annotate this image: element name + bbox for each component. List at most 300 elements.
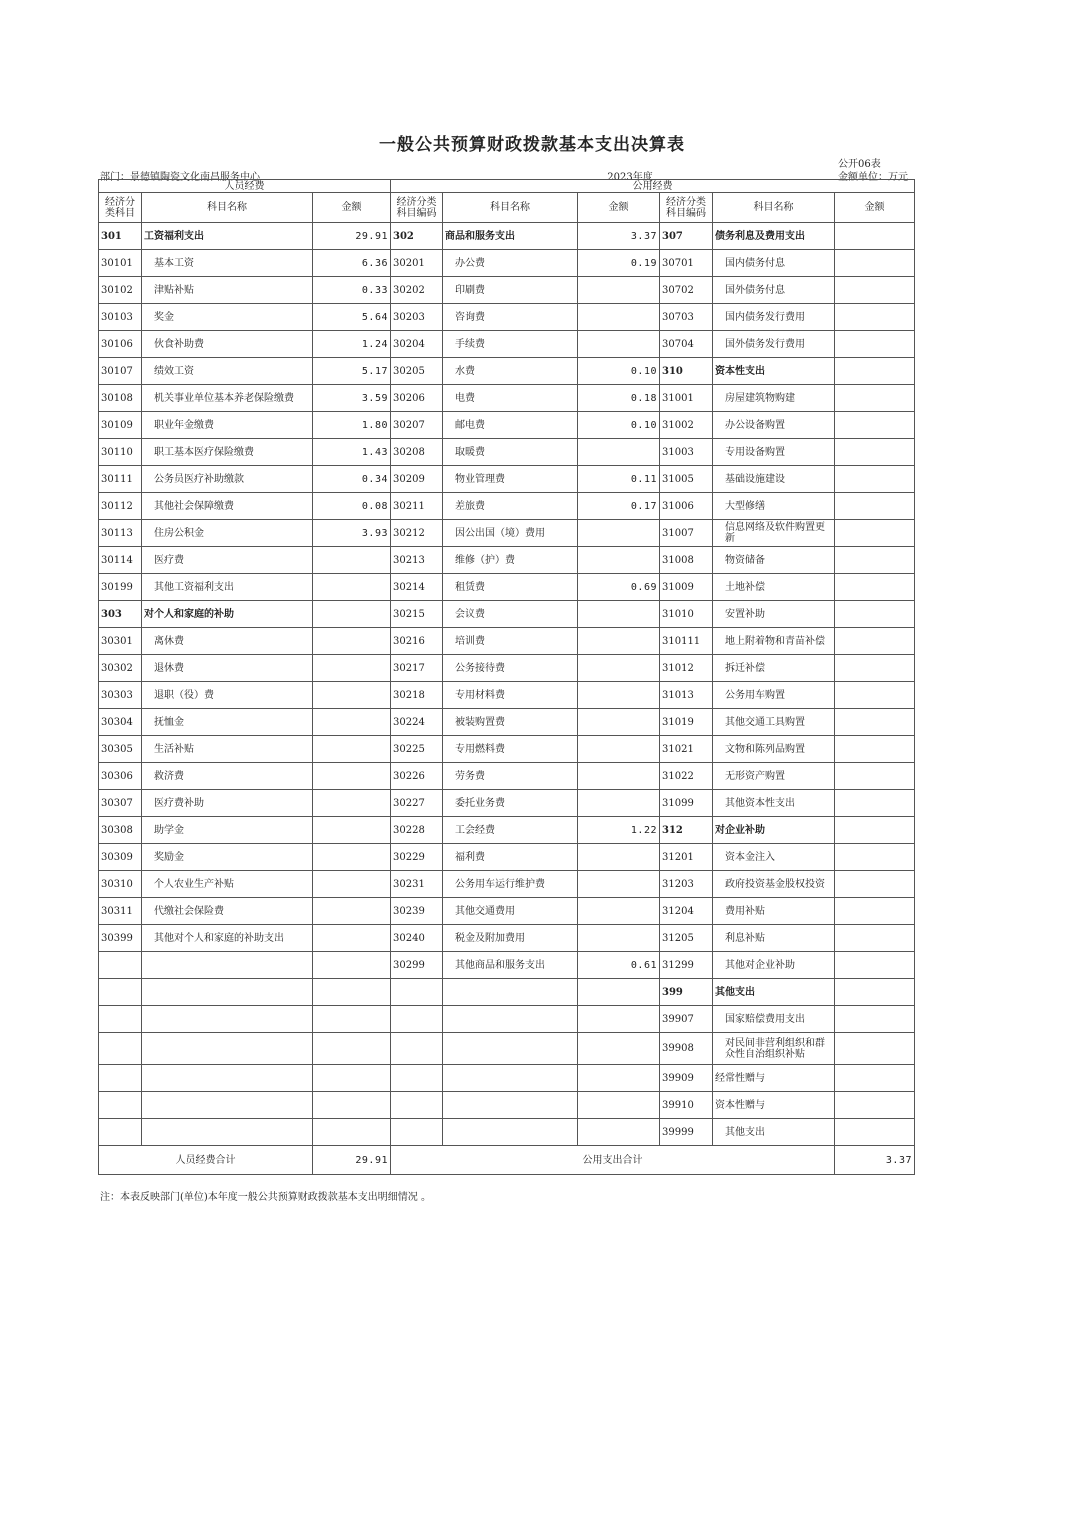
amount-cell: 0.61 bbox=[578, 952, 660, 979]
name-cell: 退休费 bbox=[142, 655, 313, 682]
table-row bbox=[99, 763, 915, 790]
amount-cell bbox=[313, 925, 391, 952]
amount-cell bbox=[313, 655, 391, 682]
name-cell bbox=[142, 979, 313, 1006]
public-total-amount: 3.37 bbox=[835, 1146, 915, 1175]
code-cell: 31007 bbox=[660, 520, 713, 547]
amount-cell bbox=[578, 844, 660, 871]
amount-cell bbox=[578, 601, 660, 628]
amount-cell bbox=[835, 385, 915, 412]
name-cell: 个人农业生产补贴 bbox=[142, 871, 313, 898]
amount-unit: 金额单位：万元 bbox=[838, 172, 908, 183]
group-header-row bbox=[99, 180, 915, 193]
amount-cell bbox=[835, 601, 915, 628]
name-cell: 委托业务费 bbox=[443, 790, 578, 817]
code-cell: 30302 bbox=[99, 655, 142, 682]
department-label: 部门：景德镇陶瓷文化南昌服务中心 bbox=[100, 172, 260, 183]
amount-cell bbox=[313, 709, 391, 736]
name-cell: 救济费 bbox=[142, 763, 313, 790]
amount-cell bbox=[835, 709, 915, 736]
name-cell: 办公费 bbox=[443, 250, 578, 277]
code-cell: 31201 bbox=[660, 844, 713, 871]
code-cell: 31001 bbox=[660, 385, 713, 412]
code-cell: 30231 bbox=[391, 871, 443, 898]
name-cell: 其他商品和服务支出 bbox=[443, 952, 578, 979]
amount-cell bbox=[835, 493, 915, 520]
footnote: 注：本表反映部门(单位)本年度一般公共预算财政拨款基本支出明细情况 。 bbox=[100, 1192, 431, 1203]
amount-cell: 1.43 bbox=[313, 439, 391, 466]
code-cell: 30207 bbox=[391, 412, 443, 439]
code-cell: 31009 bbox=[660, 574, 713, 601]
code-cell bbox=[99, 1119, 142, 1146]
code-cell: 30199 bbox=[99, 574, 142, 601]
name-cell: 培训费 bbox=[443, 628, 578, 655]
code-cell bbox=[99, 1092, 142, 1119]
code-cell bbox=[391, 1092, 443, 1119]
amount-cell: 6.36 bbox=[313, 250, 391, 277]
amount-cell bbox=[835, 682, 915, 709]
code-cell: 30701 bbox=[660, 250, 713, 277]
column-header-row bbox=[99, 193, 915, 223]
code-cell: 31012 bbox=[660, 655, 713, 682]
code-cell bbox=[391, 1033, 443, 1065]
col-name1: 科目名称 bbox=[142, 193, 313, 223]
code-cell: 39907 bbox=[660, 1006, 713, 1033]
personnel-total-amount: 29.91 bbox=[313, 1146, 391, 1175]
name-cell: 基本工资 bbox=[142, 250, 313, 277]
amount-cell bbox=[578, 520, 660, 547]
name-cell: 资本性支出 bbox=[713, 358, 835, 385]
code-cell: 30305 bbox=[99, 736, 142, 763]
amount-cell bbox=[835, 763, 915, 790]
name-cell bbox=[142, 1033, 313, 1065]
amount-cell bbox=[313, 1119, 391, 1146]
code-cell: 30110 bbox=[99, 439, 142, 466]
name-cell bbox=[443, 1006, 578, 1033]
amount-cell bbox=[313, 1033, 391, 1065]
code-cell: 30229 bbox=[391, 844, 443, 871]
name-cell: 职业年金缴费 bbox=[142, 412, 313, 439]
code-cell: 30111 bbox=[99, 466, 142, 493]
name-cell: 大型修缮 bbox=[713, 493, 835, 520]
code-cell bbox=[99, 1006, 142, 1033]
code-cell: 310111 bbox=[660, 628, 713, 655]
code-cell: 31003 bbox=[660, 439, 713, 466]
amount-cell bbox=[313, 763, 391, 790]
amount-cell bbox=[313, 952, 391, 979]
code-cell: 39910 bbox=[660, 1092, 713, 1119]
table-row bbox=[99, 574, 915, 601]
name-cell: 租赁费 bbox=[443, 574, 578, 601]
amount-cell bbox=[835, 790, 915, 817]
personnel-total-label: 人员经费合计 bbox=[99, 1146, 313, 1175]
name-cell bbox=[142, 1119, 313, 1146]
amount-cell: 0.08 bbox=[313, 493, 391, 520]
name-cell bbox=[443, 1092, 578, 1119]
amount-cell bbox=[835, 520, 915, 547]
code-cell: 399 bbox=[660, 979, 713, 1006]
name-cell: 地上附着物和青苗补偿 bbox=[713, 628, 835, 655]
name-cell: 其他交通费用 bbox=[443, 898, 578, 925]
amount-cell bbox=[835, 331, 915, 358]
col-amount3: 金额 bbox=[835, 193, 915, 223]
code-cell: 30228 bbox=[391, 817, 443, 844]
name-cell: 专用设备购置 bbox=[713, 439, 835, 466]
amount-cell bbox=[835, 1065, 915, 1092]
amount-cell bbox=[835, 1119, 915, 1146]
code-cell: 31204 bbox=[660, 898, 713, 925]
name-cell: 绩效工资 bbox=[142, 358, 313, 385]
code-cell: 31006 bbox=[660, 493, 713, 520]
amount-cell bbox=[578, 790, 660, 817]
table-row bbox=[99, 547, 915, 574]
fiscal-year: 2023年度 bbox=[607, 172, 653, 183]
amount-cell bbox=[313, 817, 391, 844]
table-row bbox=[99, 817, 915, 844]
code-cell: 30106 bbox=[99, 331, 142, 358]
amount-cell bbox=[578, 1119, 660, 1146]
amount-cell: 0.18 bbox=[578, 385, 660, 412]
amount-cell bbox=[578, 1092, 660, 1119]
table-row bbox=[99, 628, 915, 655]
table-row bbox=[99, 412, 915, 439]
code-cell: 30227 bbox=[391, 790, 443, 817]
code-cell: 30107 bbox=[99, 358, 142, 385]
amount-cell bbox=[313, 898, 391, 925]
code-cell: 39999 bbox=[660, 1119, 713, 1146]
expenditure-table bbox=[98, 179, 915, 1175]
amount-cell bbox=[578, 439, 660, 466]
code-cell: 30101 bbox=[99, 250, 142, 277]
name-cell: 国内债务付息 bbox=[713, 250, 835, 277]
code-cell: 31019 bbox=[660, 709, 713, 736]
amount-cell bbox=[835, 574, 915, 601]
table-row bbox=[99, 1006, 915, 1033]
amount-cell bbox=[835, 871, 915, 898]
table-row bbox=[99, 277, 915, 304]
code-cell: 30299 bbox=[391, 952, 443, 979]
code-cell: 30102 bbox=[99, 277, 142, 304]
table-row bbox=[99, 331, 915, 358]
amount-cell bbox=[313, 736, 391, 763]
amount-cell: 0.10 bbox=[578, 412, 660, 439]
amount-cell bbox=[313, 844, 391, 871]
amount-cell bbox=[578, 1065, 660, 1092]
amount-cell bbox=[578, 277, 660, 304]
amount-cell: 1.24 bbox=[313, 331, 391, 358]
code-cell: 30208 bbox=[391, 439, 443, 466]
amount-cell bbox=[578, 763, 660, 790]
code-cell: 30226 bbox=[391, 763, 443, 790]
amount-cell bbox=[835, 925, 915, 952]
name-cell: 其他资本性支出 bbox=[713, 790, 835, 817]
code-cell: 30201 bbox=[391, 250, 443, 277]
group-public: 公用经费 bbox=[391, 180, 915, 193]
col-amount2: 金额 bbox=[578, 193, 660, 223]
amount-cell bbox=[578, 331, 660, 358]
name-cell: 公务员医疗补助缴款 bbox=[142, 466, 313, 493]
code-cell: 30308 bbox=[99, 817, 142, 844]
code-cell: 30224 bbox=[391, 709, 443, 736]
code-cell: 30304 bbox=[99, 709, 142, 736]
name-cell: 公务接待费 bbox=[443, 655, 578, 682]
amount-cell bbox=[313, 790, 391, 817]
name-cell: 商品和服务支出 bbox=[443, 223, 578, 250]
table-row bbox=[99, 520, 915, 547]
code-cell: 31013 bbox=[660, 682, 713, 709]
amount-cell: 1.80 bbox=[313, 412, 391, 439]
code-cell: 30114 bbox=[99, 547, 142, 574]
code-cell: 31205 bbox=[660, 925, 713, 952]
table-row bbox=[99, 439, 915, 466]
amount-cell bbox=[835, 655, 915, 682]
amount-cell: 0.11 bbox=[578, 466, 660, 493]
col-code3: 经济分类科目编码 bbox=[660, 193, 713, 223]
name-cell: 机关事业单位基本养老保险缴费 bbox=[142, 385, 313, 412]
name-cell: 医疗费 bbox=[142, 547, 313, 574]
table-row bbox=[99, 871, 915, 898]
amount-cell bbox=[835, 1006, 915, 1033]
amount-cell bbox=[835, 304, 915, 331]
table-row bbox=[99, 709, 915, 736]
name-cell: 被装购置费 bbox=[443, 709, 578, 736]
amount-cell bbox=[313, 1092, 391, 1119]
amount-cell: 5.17 bbox=[313, 358, 391, 385]
name-cell: 退职（役）费 bbox=[142, 682, 313, 709]
code-cell: 30301 bbox=[99, 628, 142, 655]
code-cell: 303 bbox=[99, 601, 142, 628]
name-cell: 国外债务付息 bbox=[713, 277, 835, 304]
code-cell: 307 bbox=[660, 223, 713, 250]
table-row bbox=[99, 223, 915, 250]
table-row bbox=[99, 493, 915, 520]
amount-cell bbox=[835, 844, 915, 871]
name-cell bbox=[142, 1065, 313, 1092]
name-cell: 税金及附加费用 bbox=[443, 925, 578, 952]
table-number: 公开06表 bbox=[838, 159, 881, 170]
code-cell: 30204 bbox=[391, 331, 443, 358]
name-cell: 离休费 bbox=[142, 628, 313, 655]
amount-cell bbox=[313, 1065, 391, 1092]
name-cell: 代缴社会保险费 bbox=[142, 898, 313, 925]
code-cell: 31203 bbox=[660, 871, 713, 898]
amount-cell: 29.91 bbox=[313, 223, 391, 250]
name-cell: 基础设施建设 bbox=[713, 466, 835, 493]
code-cell: 30399 bbox=[99, 925, 142, 952]
name-cell: 伙食补助费 bbox=[142, 331, 313, 358]
amount-cell bbox=[578, 898, 660, 925]
name-cell: 专用材料费 bbox=[443, 682, 578, 709]
code-cell: 30203 bbox=[391, 304, 443, 331]
name-cell: 医疗费补助 bbox=[142, 790, 313, 817]
table-row bbox=[99, 844, 915, 871]
table-row bbox=[99, 898, 915, 925]
amount-cell: 0.34 bbox=[313, 466, 391, 493]
amount-cell bbox=[313, 682, 391, 709]
amount-cell: 0.69 bbox=[578, 574, 660, 601]
code-cell: 31099 bbox=[660, 790, 713, 817]
amount-cell: 3.37 bbox=[578, 223, 660, 250]
amount-cell: 3.93 bbox=[313, 520, 391, 547]
amount-cell: 0.19 bbox=[578, 250, 660, 277]
name-cell: 国外债务发行费用 bbox=[713, 331, 835, 358]
code-cell bbox=[391, 1006, 443, 1033]
table-row bbox=[99, 682, 915, 709]
code-cell: 30109 bbox=[99, 412, 142, 439]
amount-cell bbox=[578, 736, 660, 763]
name-cell: 国家赔偿费用支出 bbox=[713, 1006, 835, 1033]
amount-cell bbox=[835, 223, 915, 250]
name-cell bbox=[142, 952, 313, 979]
table-row bbox=[99, 358, 915, 385]
code-cell: 30309 bbox=[99, 844, 142, 871]
name-cell: 费用补贴 bbox=[713, 898, 835, 925]
col-name2: 科目名称 bbox=[443, 193, 578, 223]
name-cell: 取暖费 bbox=[443, 439, 578, 466]
name-cell: 奖金 bbox=[142, 304, 313, 331]
name-cell bbox=[142, 1092, 313, 1119]
code-cell: 30108 bbox=[99, 385, 142, 412]
name-cell: 电费 bbox=[443, 385, 578, 412]
amount-cell bbox=[313, 628, 391, 655]
code-cell: 30218 bbox=[391, 682, 443, 709]
code-cell: 30239 bbox=[391, 898, 443, 925]
name-cell: 劳务费 bbox=[443, 763, 578, 790]
code-cell: 30213 bbox=[391, 547, 443, 574]
name-cell: 咨询费 bbox=[443, 304, 578, 331]
name-cell: 公务用车购置 bbox=[713, 682, 835, 709]
table-row bbox=[99, 1119, 915, 1146]
amount-cell bbox=[835, 898, 915, 925]
name-cell: 对民间非营利组织和群众性自治组织补贴 bbox=[713, 1033, 835, 1065]
code-cell bbox=[391, 1119, 443, 1146]
amount-cell bbox=[835, 412, 915, 439]
amount-cell bbox=[578, 628, 660, 655]
code-cell: 31010 bbox=[660, 601, 713, 628]
code-cell: 301 bbox=[99, 223, 142, 250]
table-row bbox=[99, 1065, 915, 1092]
table-row bbox=[99, 790, 915, 817]
code-cell: 30216 bbox=[391, 628, 443, 655]
code-cell: 31022 bbox=[660, 763, 713, 790]
amount-cell bbox=[835, 1033, 915, 1065]
code-cell: 39908 bbox=[660, 1033, 713, 1065]
name-cell: 其他对企业补助 bbox=[713, 952, 835, 979]
name-cell: 工资福利支出 bbox=[142, 223, 313, 250]
name-cell: 福利费 bbox=[443, 844, 578, 871]
amount-cell bbox=[578, 1006, 660, 1033]
name-cell: 水费 bbox=[443, 358, 578, 385]
name-cell: 债务利息及费用支出 bbox=[713, 223, 835, 250]
col-name3: 科目名称 bbox=[713, 193, 835, 223]
amount-cell bbox=[835, 736, 915, 763]
amount-cell bbox=[578, 925, 660, 952]
code-cell: 30307 bbox=[99, 790, 142, 817]
table-row bbox=[99, 466, 915, 493]
name-cell: 信息网络及软件购置更新 bbox=[713, 520, 835, 547]
name-cell: 利息补贴 bbox=[713, 925, 835, 952]
amount-cell: 0.17 bbox=[578, 493, 660, 520]
amount-cell bbox=[835, 817, 915, 844]
table-row bbox=[99, 655, 915, 682]
code-cell: 30202 bbox=[391, 277, 443, 304]
name-cell: 物业管理费 bbox=[443, 466, 578, 493]
group-personnel: 人员经费 bbox=[99, 180, 391, 193]
code-cell bbox=[99, 952, 142, 979]
name-cell: 会议费 bbox=[443, 601, 578, 628]
name-cell: 其他工资福利支出 bbox=[142, 574, 313, 601]
amount-cell: 3.59 bbox=[313, 385, 391, 412]
amount-cell bbox=[578, 682, 660, 709]
amount-cell bbox=[578, 1033, 660, 1065]
amount-cell bbox=[835, 439, 915, 466]
name-cell: 其他支出 bbox=[713, 1119, 835, 1146]
code-cell: 30209 bbox=[391, 466, 443, 493]
code-cell: 30211 bbox=[391, 493, 443, 520]
amount-cell bbox=[578, 871, 660, 898]
code-cell: 31002 bbox=[660, 412, 713, 439]
code-cell: 30306 bbox=[99, 763, 142, 790]
code-cell: 30205 bbox=[391, 358, 443, 385]
name-cell bbox=[443, 1119, 578, 1146]
name-cell: 抚恤金 bbox=[142, 709, 313, 736]
col-code2: 经济分类科目编码 bbox=[391, 193, 443, 223]
code-cell: 30112 bbox=[99, 493, 142, 520]
code-cell: 31005 bbox=[660, 466, 713, 493]
name-cell: 对企业补助 bbox=[713, 817, 835, 844]
amount-cell: 5.64 bbox=[313, 304, 391, 331]
amount-cell bbox=[835, 277, 915, 304]
code-cell bbox=[99, 979, 142, 1006]
name-cell: 专用燃料费 bbox=[443, 736, 578, 763]
table-row bbox=[99, 304, 915, 331]
code-cell: 30225 bbox=[391, 736, 443, 763]
name-cell: 差旅费 bbox=[443, 493, 578, 520]
amount-cell bbox=[835, 466, 915, 493]
code-cell: 30240 bbox=[391, 925, 443, 952]
name-cell: 房屋建筑物购建 bbox=[713, 385, 835, 412]
name-cell: 津贴补贴 bbox=[142, 277, 313, 304]
code-cell: 30212 bbox=[391, 520, 443, 547]
code-cell: 30214 bbox=[391, 574, 443, 601]
amount-cell bbox=[578, 304, 660, 331]
amount-cell bbox=[578, 655, 660, 682]
table-row bbox=[99, 736, 915, 763]
table-row bbox=[99, 925, 915, 952]
amount-cell: 1.22 bbox=[578, 817, 660, 844]
name-cell: 因公出国（境）费用 bbox=[443, 520, 578, 547]
code-cell bbox=[99, 1033, 142, 1065]
page-title: 一般公共预算财政拨款基本支出决算表 bbox=[379, 135, 685, 155]
name-cell: 其他交通工具购置 bbox=[713, 709, 835, 736]
code-cell: 30113 bbox=[99, 520, 142, 547]
name-cell: 公务用车运行维护费 bbox=[443, 871, 578, 898]
table-row bbox=[99, 1033, 915, 1065]
code-cell: 30702 bbox=[660, 277, 713, 304]
name-cell: 其他社会保障缴费 bbox=[142, 493, 313, 520]
amount-cell bbox=[578, 547, 660, 574]
name-cell: 手续费 bbox=[443, 331, 578, 358]
code-cell: 30310 bbox=[99, 871, 142, 898]
code-cell: 30303 bbox=[99, 682, 142, 709]
table-row bbox=[99, 952, 915, 979]
code-cell: 30703 bbox=[660, 304, 713, 331]
table-row bbox=[99, 385, 915, 412]
name-cell: 其他支出 bbox=[713, 979, 835, 1006]
code-cell: 30311 bbox=[99, 898, 142, 925]
code-cell: 312 bbox=[660, 817, 713, 844]
name-cell bbox=[443, 1065, 578, 1092]
